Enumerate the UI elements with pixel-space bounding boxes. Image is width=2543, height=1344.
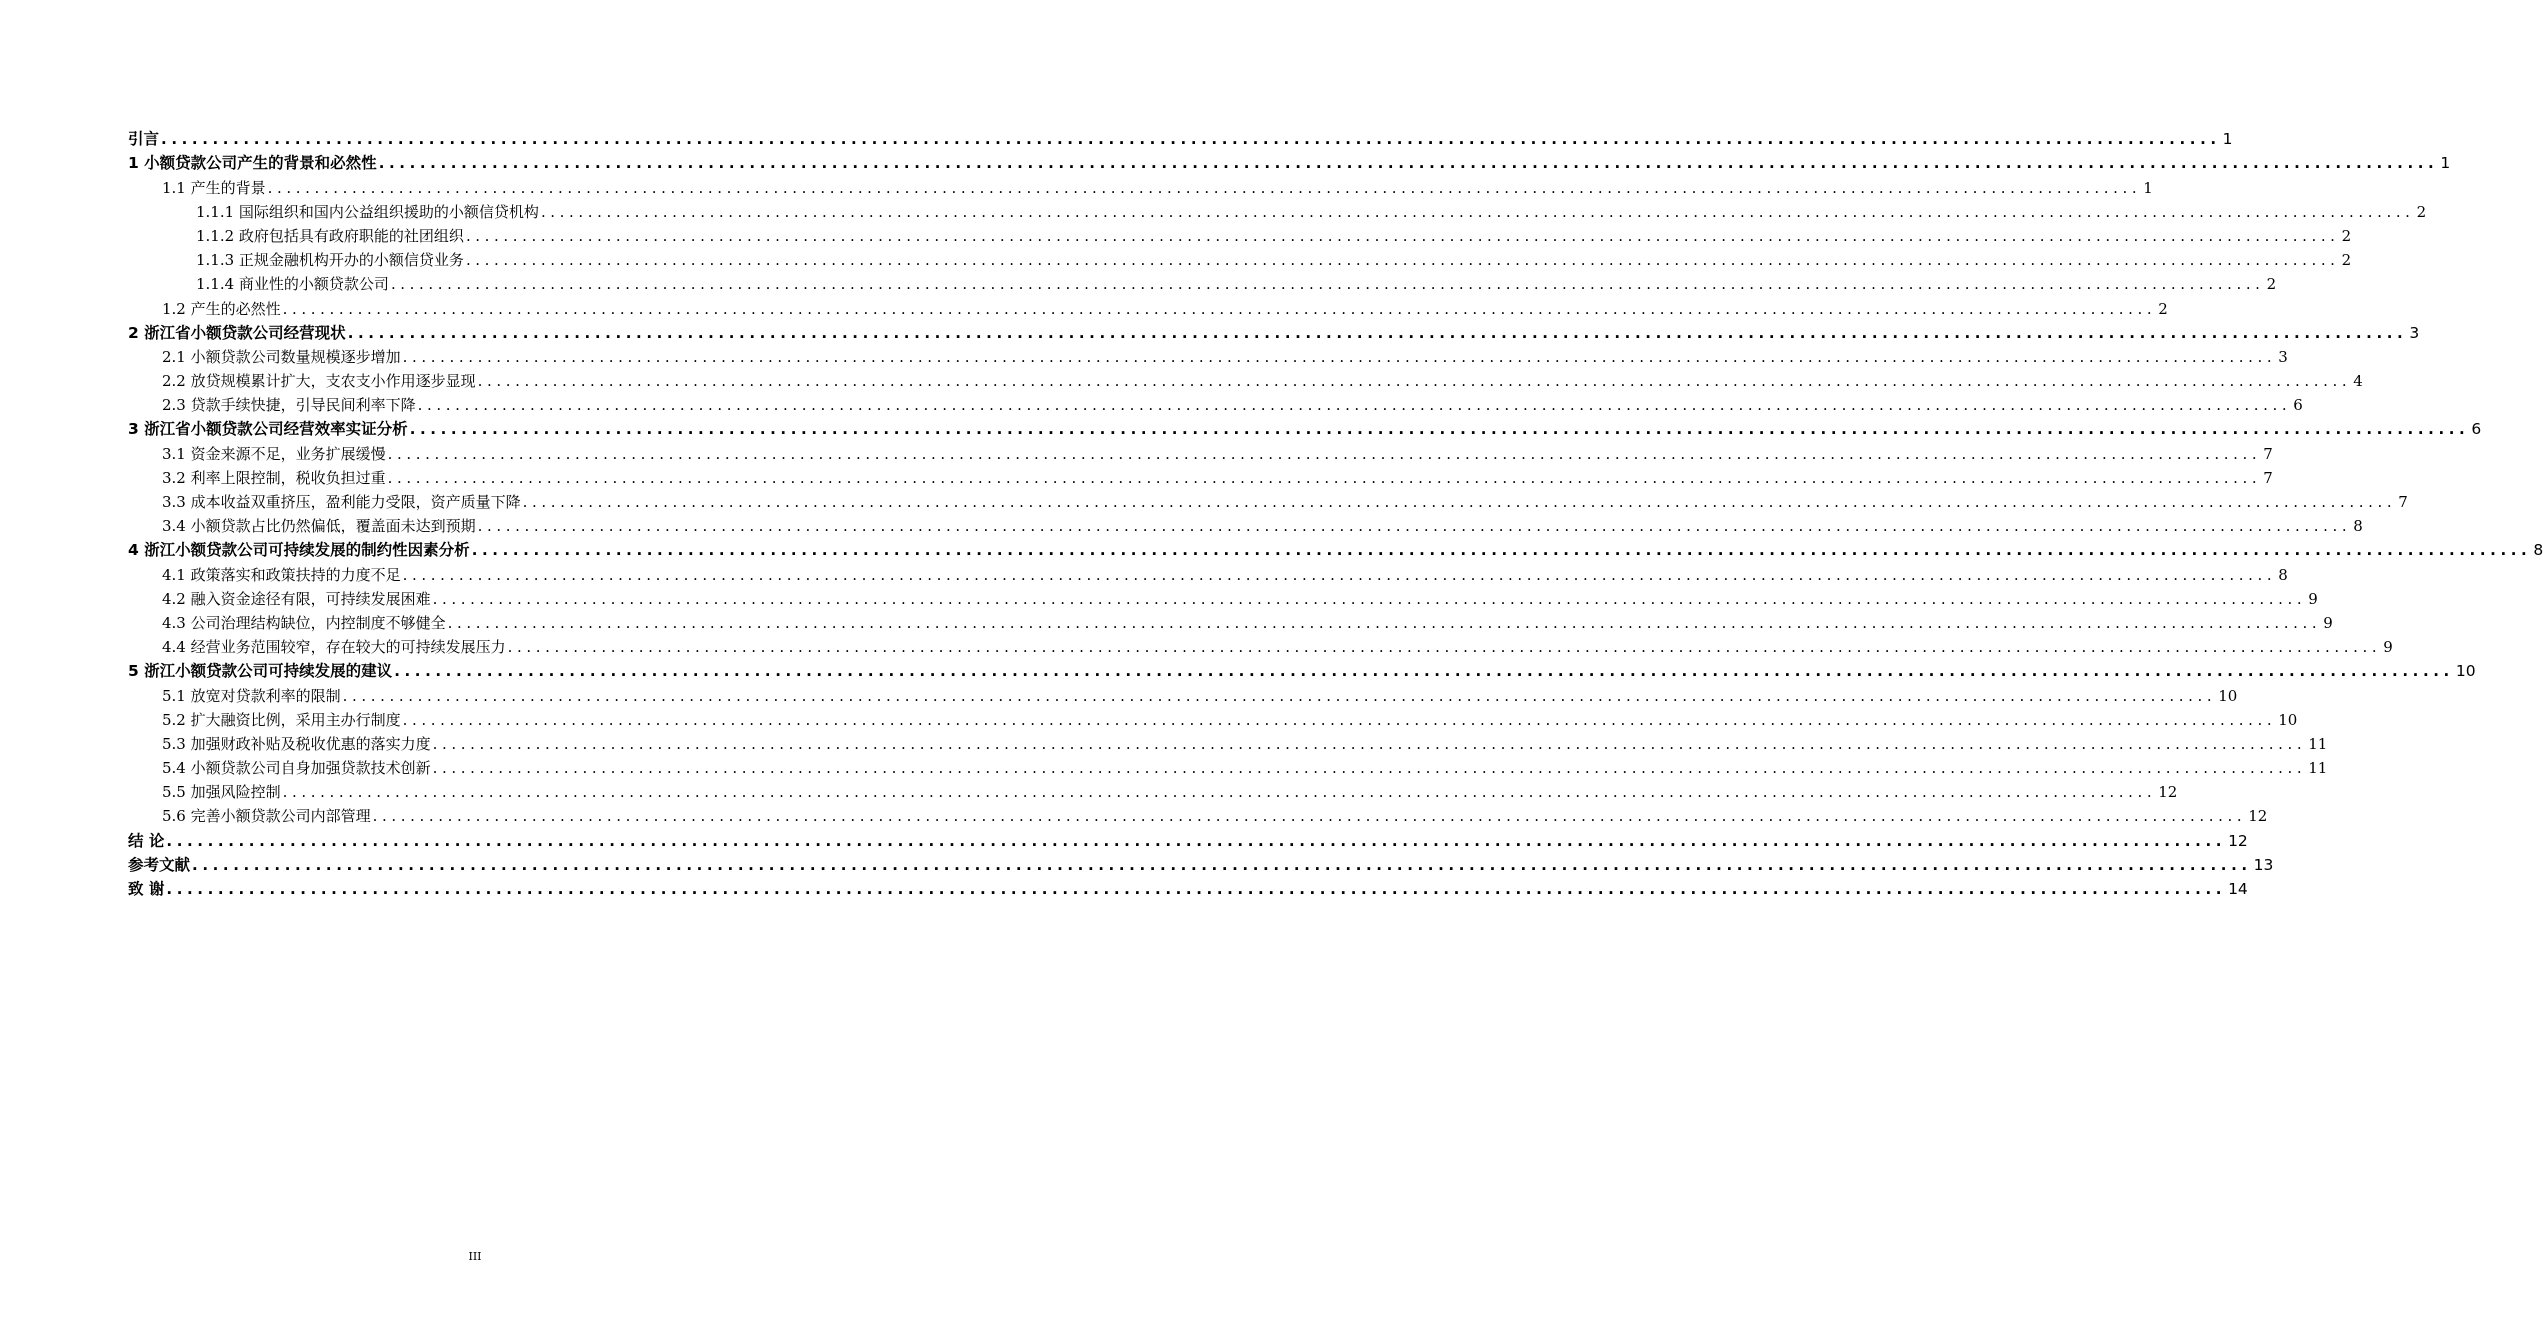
toc-leader-dots: ........................................................................................................................................................................................................ <box>477 372 2352 391</box>
toc-leader-dots: ........................................................................................................................................................................................................ <box>417 396 2292 415</box>
toc-entry-page: 6 <box>2471 420 2482 439</box>
toc-entry-title: 2.2 放贷规模累计扩大，支农支小作用逐步显现 <box>162 372 476 391</box>
toc-entry-title: 引言 <box>128 130 160 149</box>
toc-entry-page: 2 <box>2416 202 2427 221</box>
toc-entry[interactable] <box>128 367 2363 391</box>
toc-entry-title: 参考文献 <box>128 855 191 874</box>
toc-leader-dots: ........................................................................................................................................................................................................ <box>282 783 2157 802</box>
toc-entry-title: 5 浙江小额贷款公司可持续发展的建议 <box>128 662 393 681</box>
toc-leader-dots: ........................................................................................................................................................................................................ <box>540 202 2415 221</box>
toc-entry[interactable] <box>128 149 2451 173</box>
toc-entry[interactable] <box>128 464 2273 488</box>
toc-entry-page: 14 <box>2228 880 2248 898</box>
toc-leader-dots: ........................................................................................................................................................................................................ <box>507 638 2382 657</box>
toc-leader-dots: ........................................................................................................................................................................................................ <box>192 855 2252 874</box>
toc-entry-page: 11 <box>2308 734 2328 753</box>
toc-entry-page: 3 <box>2278 347 2288 366</box>
toc-entry-page: 2 <box>2341 251 2352 270</box>
toc-entry[interactable] <box>128 657 2476 681</box>
toc-leader-dots: ........................................................................................................................................................................................................ <box>166 831 2227 850</box>
toc-leader-dots: ........................................................................................................................................................................................................ <box>432 734 2307 753</box>
toc-entry[interactable] <box>128 391 2303 415</box>
toc-entry-page: 11 <box>2308 759 2328 778</box>
toc-entry[interactable] <box>128 730 2328 754</box>
toc-entry-title: 5.1 放宽对贷款利率的限制 <box>162 686 341 705</box>
toc-entry-page: 4 <box>2353 372 2363 391</box>
toc-leader-dots: ........................................................................................................................................................................................................ <box>282 299 2157 318</box>
toc-entry-page: 12 <box>2248 807 2268 826</box>
toc-entry-page: 9 <box>2308 589 2318 608</box>
toc-entry-title: 结 论 <box>128 831 165 850</box>
toc-entry-page: 12 <box>2158 783 2178 802</box>
toc-entry-title: 1 小额贷款公司产生的背景和必然性 <box>128 154 377 173</box>
toc-entry[interactable] <box>128 706 2298 730</box>
toc-entry[interactable] <box>128 125 2233 149</box>
toc-entry-title: 3.4 小额贷款占比仍然偏低，覆盖面未达到预期 <box>162 517 476 536</box>
toc-entry-page: 2 <box>2158 299 2168 318</box>
toc-entry-page: 9 <box>2323 613 2333 632</box>
toc-leader-dots: ........................................................................................................................................................................................................ <box>161 130 2221 149</box>
toc-entry-page: 10 <box>2278 710 2298 729</box>
toc-entry-title: 5.4 小额贷款公司自身加强贷款技术创新 <box>162 759 431 778</box>
toc-leader-dots: ........................................................................................................................................................................................................ <box>347 323 2408 342</box>
toc-entry-page: 1 <box>2143 178 2153 197</box>
toc-entry-title: 5.5 加强风险控制 <box>162 783 281 802</box>
toc-leader-dots: ........................................................................................................................................................................................................ <box>378 154 2439 173</box>
toc-leader-dots: ........................................................................................................................................................................................................ <box>390 275 2265 294</box>
toc-leader-dots: ........................................................................................................................................................................................................ <box>402 710 2277 729</box>
toc-leader-dots: ........................................................................................................................................................................................................ <box>402 347 2277 366</box>
toc-entry-title: 1.1.3 正规金融机构开办的小额信贷业务 <box>196 251 464 270</box>
toc-entry[interactable] <box>128 778 2178 802</box>
toc-entry[interactable] <box>128 512 2363 536</box>
toc-entry[interactable] <box>128 415 2482 439</box>
toc-entry-title: 4.1 政策落实和政策扶持的力度不足 <box>162 565 401 584</box>
page-number: III <box>468 1250 482 1263</box>
toc-entry[interactable] <box>128 270 2277 294</box>
toc-entry[interactable] <box>128 851 2274 875</box>
toc-entry[interactable] <box>128 609 2333 633</box>
toc-entry-page: 7 <box>2263 468 2273 487</box>
toc-leader-dots: ........................................................................................................................................................................................................ <box>471 541 2532 560</box>
toc-entry-title: 1.1.4 商业性的小额贷款公司 <box>196 275 389 294</box>
toc-entry-page: 10 <box>2218 686 2238 705</box>
toc-leader-dots: ........................................................................................................................................................................................................ <box>394 662 2454 681</box>
toc-entry-page: 8 <box>2278 565 2288 584</box>
toc-entry-page: 6 <box>2293 396 2303 415</box>
toc-entry-page: 1 <box>2440 154 2451 173</box>
toc-leader-dots: ........................................................................................................................................................................................................ <box>465 251 2340 270</box>
toc-entry-title: 5.2 扩大融资比例，采用主办行制度 <box>162 710 401 729</box>
toc-entry[interactable] <box>128 754 2328 778</box>
toc-leader-dots: ........................................................................................................................................................................................................ <box>387 468 2262 487</box>
toc-leader-dots: ........................................................................................................................................................................................................ <box>432 759 2307 778</box>
toc-entry[interactable] <box>128 802 2268 826</box>
toc-entry[interactable] <box>128 246 2352 270</box>
toc-entry[interactable] <box>128 826 2248 850</box>
toc-entry-title: 1.1 产生的背景 <box>162 178 266 197</box>
toc-entry-page: 7 <box>2398 493 2408 511</box>
toc-entry-title: 5.3 加强财政补贴及税收优惠的落实力度 <box>162 734 431 753</box>
toc-leader-dots: ........................................................................................................................................................................................................ <box>409 420 2470 439</box>
toc-leader-dots: ........................................................................................................................................................................................................ <box>465 226 2340 245</box>
toc-leader-dots: ........................................................................................................................................................................................................ <box>342 686 2217 705</box>
toc-entry[interactable] <box>128 198 2427 222</box>
toc-entry-page: 8 <box>2533 541 2543 560</box>
toc-entry-title: 4.2 融入资金途径有限，可持续发展困难 <box>162 589 431 608</box>
toc-entry-page: 12 <box>2228 831 2248 850</box>
toc-leader-dots: ........................................................................................................................................................................................................ <box>522 493 2397 511</box>
toc-entry[interactable] <box>128 222 2352 246</box>
toc-entry-page: 7 <box>2263 444 2273 463</box>
toc-entry-page: 1 <box>2222 130 2233 149</box>
toc-entry-title: 1.1.2 政府包括具有政府职能的社团组织 <box>196 226 464 245</box>
toc-entry[interactable] <box>128 173 2153 197</box>
toc-entry-title: 4.4 经营业务范围较窄，存在较大的可持续发展压力 <box>162 638 506 657</box>
toc-entry[interactable] <box>128 560 2288 584</box>
toc-leader-dots: ........................................................................................................................................................................................................ <box>477 517 2352 536</box>
toc-entry-page: 10 <box>2455 662 2476 681</box>
toc-entry-page: 3 <box>2409 323 2420 342</box>
toc-entry-page: 9 <box>2383 638 2393 657</box>
toc-entry-page: 8 <box>2353 517 2363 536</box>
toc-entry[interactable] <box>128 633 2393 657</box>
toc-entry-title: 致 谢 <box>128 880 165 898</box>
toc-leader-dots: ........................................................................................................................................................................................................ <box>387 444 2262 463</box>
toc-entry-title: 2 浙江省小额贷款公司经营现状 <box>128 323 346 342</box>
toc-entry[interactable] <box>128 488 2408 512</box>
toc-entry-title: 3.1 资金来源不足，业务扩展缓慢 <box>162 444 386 463</box>
toc-entry-title: 1.1.1 国际组织和国内公益组织援助的小额信贷机构 <box>196 202 539 221</box>
table-of-contents <box>128 125 2543 899</box>
toc-leader-dots: ........................................................................................................................................................................................................ <box>372 807 2247 826</box>
toc-leader-dots: ........................................................................................................................................................................................................ <box>166 880 2227 898</box>
toc-entry-title: 1.2 产生的必然性 <box>162 299 281 318</box>
toc-entry-title: 2.3 贷款手续快捷，引导民间利率下降 <box>162 396 416 415</box>
toc-entry-title: 3 浙江省小额贷款公司经营效率实证分析 <box>128 420 408 439</box>
toc-entry[interactable] <box>128 294 2168 318</box>
toc-leader-dots: ........................................................................................................................................................................................................ <box>447 613 2322 632</box>
toc-entry-title: 2.1 小额贷款公司数量规模逐步增加 <box>162 347 401 366</box>
toc-entry[interactable] <box>128 343 2288 367</box>
toc-entry-title: 4.3 公司治理结构缺位，内控制度不够健全 <box>162 613 446 632</box>
toc-entry[interactable] <box>128 439 2273 463</box>
toc-entry[interactable] <box>128 585 2318 609</box>
toc-entry[interactable] <box>128 319 2420 343</box>
toc-entry-title: 3.2 利率上限控制，税收负担过重 <box>162 468 386 487</box>
toc-entry-title: 3.3 成本收益双重挤压，盈利能力受限，资产质量下降 <box>162 493 521 511</box>
toc-entry-page: 2 <box>2341 226 2352 245</box>
toc-leader-dots: ........................................................................................................................................................................................................ <box>402 565 2277 584</box>
toc-entry-title: 4 浙江小额贷款公司可持续发展的制约性因素分析 <box>128 541 470 560</box>
toc-entry[interactable] <box>128 536 2543 560</box>
toc-leader-dots: ........................................................................................................................................................................................................ <box>432 589 2307 608</box>
toc-leader-dots: ........................................................................................................................................................................................................ <box>267 178 2142 197</box>
toc-entry[interactable] <box>128 875 2248 899</box>
toc-entry-page: 2 <box>2266 275 2277 294</box>
toc-entry-title: 5.6 完善小额贷款公司内部管理 <box>162 807 371 826</box>
toc-entry-page: 13 <box>2253 855 2274 874</box>
toc-entry[interactable] <box>128 681 2238 705</box>
